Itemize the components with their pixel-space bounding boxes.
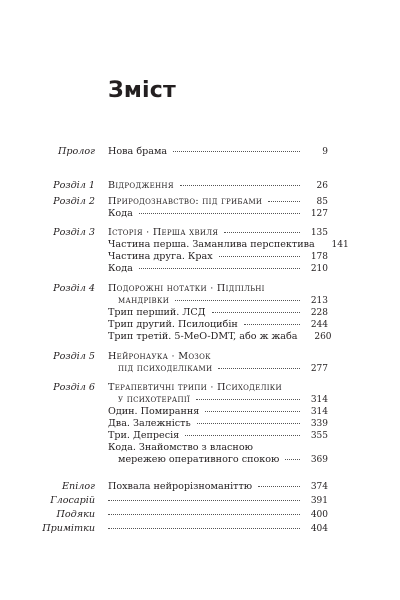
toc-row-subsection[interactable] [0, 239, 400, 251]
subsection-title: Трип третій. 5-MeO-DMT, або ж жаба [108, 331, 298, 342]
page-number: 85 [316, 197, 328, 207]
subsection-title: Трип другий. Псилоцибін [108, 319, 238, 330]
dot-leader [212, 311, 300, 313]
page-number: 314 [310, 407, 328, 417]
chapter-title: Подорожні нотатки · Підпільні [108, 283, 265, 294]
page-number: 339 [310, 419, 328, 429]
entry-title: Похвала нейрорізноманіттю [108, 481, 253, 492]
dot-leader [224, 231, 300, 233]
section-label: Подяки [56, 509, 95, 520]
toc-row-subsection[interactable] [0, 331, 400, 343]
toc-row-subsection[interactable] [0, 442, 400, 454]
toc-row-subsection[interactable] [0, 406, 400, 418]
toc-row-glossary[interactable] [0, 495, 400, 507]
page-number: 277 [310, 364, 328, 374]
section-label: Примітки [42, 523, 95, 534]
page-number: 135 [310, 228, 328, 238]
dot-leader [173, 150, 300, 152]
subsection-title: Частина друга. Крах [108, 251, 213, 262]
chapter-title: Відродження [108, 180, 174, 191]
chapter-label: Розділ 6 [53, 382, 95, 393]
toc-row-subsection[interactable] [0, 263, 400, 275]
dot-leader [197, 422, 300, 424]
page-number: 374 [310, 482, 328, 492]
chapter-label: Розділ 3 [53, 227, 95, 238]
toc-row-subsection[interactable] [0, 319, 400, 331]
chapter-title-continuation: у психотерапії [118, 394, 191, 405]
dot-leader [108, 513, 300, 515]
page-number: 391 [310, 496, 328, 506]
subsection-title: Один. Помирання [108, 406, 200, 417]
dot-leader [196, 398, 300, 400]
toc-row-thanks[interactable] [0, 509, 400, 521]
page-number: 404 [310, 524, 328, 534]
page-number: 355 [310, 431, 328, 441]
toc-row-chapter-1[interactable] [0, 180, 400, 192]
page-number: 178 [310, 252, 328, 262]
page-number: 213 [310, 296, 328, 306]
chapter-title: Терапевтичні трипи · Психоделіки [108, 382, 282, 393]
subsection-title: Кода [108, 208, 133, 219]
toc-row-prologue[interactable] [0, 146, 400, 158]
chapter-title: Історія · Перша хвиля [108, 227, 219, 238]
section-label: Пролог [57, 146, 95, 157]
chapter-title: Нейронаука · Мозок [108, 351, 211, 362]
page-number: 26 [316, 181, 328, 191]
dot-leader [285, 458, 300, 460]
toc-row-notes[interactable] [0, 523, 400, 535]
dot-leader [139, 267, 300, 269]
dot-leader [258, 485, 300, 487]
subsection-title: Кода [108, 263, 133, 274]
section-label: Глосарій [50, 495, 95, 506]
chapter-label: Розділ 1 [53, 180, 95, 191]
subsection-title: Частина перша. Заманлива перспектива [108, 239, 315, 250]
dot-leader [219, 255, 300, 257]
dot-leader [139, 212, 300, 214]
toc-row-chapter-6[interactable] [0, 382, 400, 394]
chapter-title-continuation: під психоделіками [118, 363, 213, 374]
page-number: 228 [310, 308, 328, 318]
dot-leader [218, 367, 300, 369]
chapter-label: Розділ 4 [53, 283, 95, 294]
dot-leader [175, 299, 300, 301]
toc-row-chapter-6-cont[interactable] [0, 394, 400, 406]
dot-leader [180, 184, 300, 186]
toc-row-chapter-5-cont[interactable] [0, 363, 400, 375]
dot-leader [244, 323, 300, 325]
dot-leader [185, 434, 300, 436]
chapter-title: Природознавство: під грибами [108, 196, 263, 207]
dot-leader [108, 499, 300, 501]
toc-row-subsection[interactable] [0, 430, 400, 442]
page-title: Зміст [108, 78, 176, 103]
dot-leader [108, 527, 300, 529]
toc-row-subsection[interactable] [0, 251, 400, 263]
page-number: 9 [322, 147, 328, 157]
subsection-title: Трип перший. ЛСД [108, 307, 206, 318]
subsection-title-continuation: мережею оперативного спокою [118, 454, 280, 465]
page-number: 369 [310, 455, 328, 465]
page-number: 260 [314, 332, 332, 342]
dot-leader [205, 410, 300, 412]
page-number: 314 [310, 395, 328, 405]
page-number: 400 [310, 510, 328, 520]
page-number: 210 [310, 264, 328, 274]
toc-row-chapter-4[interactable] [0, 283, 400, 295]
toc-row-subsection[interactable] [0, 418, 400, 430]
toc-row-subsection-cont[interactable] [0, 454, 400, 466]
subsection-title: Кода. Знайомство з власною [108, 442, 253, 453]
toc-row-epilogue[interactable] [0, 481, 400, 493]
toc-row-chapter-3[interactable] [0, 227, 400, 239]
chapter-label: Розділ 5 [53, 351, 95, 362]
section-label: Епілог [62, 481, 95, 492]
toc-row-chapter-2[interactable] [0, 196, 400, 208]
toc-row-subsection[interactable] [0, 208, 400, 220]
toc-row-subsection[interactable] [0, 307, 400, 319]
toc-row-chapter-4-cont[interactable] [0, 295, 400, 307]
page-number: 127 [310, 209, 328, 219]
dot-leader [268, 200, 300, 202]
page-number: 244 [310, 320, 328, 330]
chapter-title-continuation: мандрівки [118, 295, 170, 306]
toc-row-chapter-5[interactable] [0, 351, 400, 363]
page-number: 141 [331, 240, 349, 250]
entry-title: Нова брама [108, 146, 168, 157]
chapter-label: Розділ 2 [53, 196, 95, 207]
subsection-title: Два. Залежність [108, 418, 191, 429]
subsection-title: Три. Депресія [108, 430, 180, 441]
